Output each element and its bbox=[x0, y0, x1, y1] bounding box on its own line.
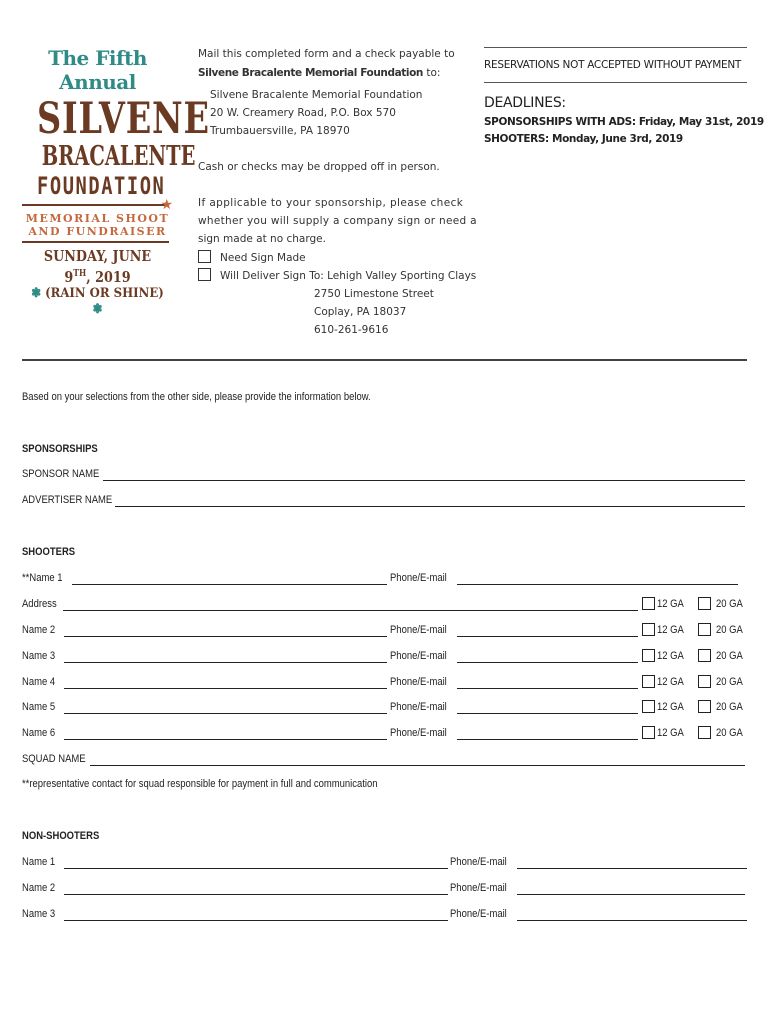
shooter-phone-1-field[interactable] bbox=[457, 584, 738, 585]
sign-text-1: If applicable to your sponsorship, please check bbox=[198, 197, 464, 209]
nonshooter-name-3-label: Name 3 bbox=[22, 908, 56, 920]
ga20-label: 20 GA bbox=[716, 701, 743, 713]
reservations-notice: RESERVATIONS NOT ACCEPTED WITHOUT PAYMENT bbox=[484, 59, 742, 71]
shooter-name-3-label: Name 3 bbox=[22, 650, 56, 662]
shooter-phone-4-label: Phone/E-mail bbox=[390, 676, 447, 688]
ga20-label: 20 GA bbox=[716, 650, 743, 662]
advertiser-name-field[interactable] bbox=[115, 506, 745, 507]
ga20-checkbox-6[interactable] bbox=[698, 726, 711, 739]
deliver-sign-checkbox[interactable] bbox=[198, 268, 211, 281]
ga12-label: 12 GA bbox=[657, 727, 684, 739]
sponsor-name-label: SPONSOR NAME bbox=[22, 468, 100, 480]
nonshooter-name-3-field[interactable] bbox=[64, 920, 448, 921]
shooter-phone-5-label: Phone/E-mail bbox=[390, 701, 447, 713]
nonshooter-name-1-field[interactable] bbox=[64, 868, 448, 869]
ga20-label: 20 GA bbox=[716, 598, 743, 610]
ga20-checkbox-3[interactable] bbox=[698, 649, 711, 662]
squad-name-label: SQUAD NAME bbox=[22, 753, 86, 765]
address-label: Address bbox=[22, 598, 57, 610]
mail-address-3: Trumbauersville, PA 18970 bbox=[210, 125, 350, 137]
need-sign-option[interactable]: Need Sign Made bbox=[198, 250, 306, 264]
shooter-phone-6-field[interactable] bbox=[457, 739, 638, 740]
mail-payee: Silvene Bracalente Memorial Foundation bbox=[198, 67, 424, 79]
nonshooters-heading: NON-SHOOTERS bbox=[22, 830, 100, 842]
shooter-name-5-field[interactable] bbox=[64, 713, 387, 714]
ga12-checkbox-3[interactable] bbox=[642, 649, 655, 662]
form-intro: Based on your selections from the other side, please provide the information below. bbox=[22, 391, 371, 403]
mail-payee-line: Silvene Bracalente Memorial Foundation to: bbox=[198, 67, 441, 79]
logo-date: SUNDAY, JUNE 9TH, 2019 bbox=[43, 247, 152, 286]
dropoff-text: Cash or checks may be dropped off in person. bbox=[198, 161, 440, 173]
address-field[interactable] bbox=[63, 610, 638, 611]
ga12-checkbox-5[interactable] bbox=[642, 700, 655, 713]
mail-address-1: Silvene Bracalente Memorial Foundation bbox=[210, 89, 423, 101]
ga12-label: 12 GA bbox=[657, 598, 684, 610]
sign-text-2: whether you will supply a company sign or need a bbox=[198, 215, 477, 227]
shooter-phone-1-label: Phone/E-mail bbox=[390, 572, 447, 584]
need-sign-checkbox[interactable] bbox=[198, 250, 211, 263]
shooter-phone-2-label: Phone/E-mail bbox=[390, 624, 447, 636]
shooter-name-1-field[interactable] bbox=[72, 584, 387, 585]
ga12-checkbox-4[interactable] bbox=[642, 675, 655, 688]
shooter-name-6-label: Name 6 bbox=[22, 727, 56, 739]
sign-text-3: sign made at no charge. bbox=[198, 233, 326, 245]
section-divider bbox=[22, 359, 747, 361]
shooter-name-3-field[interactable] bbox=[64, 662, 387, 663]
shooter-name-2-field[interactable] bbox=[64, 636, 387, 637]
ga20-checkbox-1[interactable] bbox=[698, 597, 711, 610]
nonshooter-phone-3-field[interactable] bbox=[517, 920, 747, 921]
ga12-label: 12 GA bbox=[657, 701, 684, 713]
shooter-name-4-field[interactable] bbox=[64, 688, 387, 689]
shooter-deadline: SHOOTERS: Monday, June 3rd, 2019 bbox=[484, 133, 683, 145]
shooter-phone-3-label: Phone/E-mail bbox=[390, 650, 447, 662]
nonshooter-phone-1-field[interactable] bbox=[517, 868, 747, 869]
shooter-name-5-label: Name 5 bbox=[22, 701, 56, 713]
mail-intro: Mail this completed form and a check payable to bbox=[198, 48, 455, 60]
logo-silvene: SILVENE bbox=[37, 94, 210, 144]
deliver-address-2: Coplay, PA 18037 bbox=[314, 306, 407, 318]
ga12-label: 12 GA bbox=[657, 650, 684, 662]
ga12-checkbox-1[interactable] bbox=[642, 597, 655, 610]
deadlines-rule bbox=[484, 82, 747, 83]
shooter-name-2-label: Name 2 bbox=[22, 624, 56, 636]
shooter-name-1-label: **Name 1 bbox=[22, 572, 63, 584]
shooter-phone-6-label: Phone/E-mail bbox=[390, 727, 447, 739]
logo-annual: The Fifth Annual bbox=[48, 46, 147, 94]
ga20-checkbox-5[interactable] bbox=[698, 700, 711, 713]
deliver-sign-option[interactable]: Will Deliver Sign To: Lehigh Valley Sporting Clays bbox=[198, 268, 476, 282]
shooter-phone-4-field[interactable] bbox=[457, 688, 638, 689]
nonshooter-name-2-field[interactable] bbox=[64, 894, 448, 895]
ga20-label: 20 GA bbox=[716, 624, 743, 636]
advertiser-name-label: ADVERTISER NAME bbox=[22, 494, 113, 506]
ga20-checkbox-4[interactable] bbox=[698, 675, 711, 688]
reservations-rule bbox=[484, 47, 747, 48]
logo-rule-2 bbox=[22, 241, 169, 243]
nonshooter-phone-2-field[interactable] bbox=[517, 894, 745, 895]
shooter-phone-2-field[interactable] bbox=[457, 636, 638, 637]
sponsor-name-field[interactable] bbox=[103, 480, 745, 481]
shooter-phone-3-field[interactable] bbox=[457, 662, 638, 663]
deliver-address-1: 2750 Limestone Street bbox=[314, 288, 434, 300]
shooter-phone-5-field[interactable] bbox=[457, 713, 638, 714]
representative-note: **representative contact for squad responsible for payment in full and communication bbox=[22, 778, 378, 790]
deadlines-heading: DEADLINES: bbox=[484, 95, 566, 111]
logo-foundation: FOUNDATION bbox=[37, 172, 166, 200]
nonshooter-phone-2-label: Phone/E-mail bbox=[450, 882, 507, 894]
shooter-name-4-label: Name 4 bbox=[22, 676, 56, 688]
ga12-checkbox-6[interactable] bbox=[642, 726, 655, 739]
nonshooter-name-1-label: Name 1 bbox=[22, 856, 56, 868]
nonshooter-phone-1-label: Phone/E-mail bbox=[450, 856, 507, 868]
sponsor-deadline: SPONSORSHIPS WITH ADS: Friday, May 31st, 2019 bbox=[484, 116, 764, 128]
mail-address-2: 20 W. Creamery Road, P.O. Box 570 bbox=[210, 107, 396, 119]
logo-rain: ❃ (RAIN OR SHINE) ❃ bbox=[31, 286, 164, 317]
flourish-icon: ❃ bbox=[92, 302, 103, 317]
ga12-checkbox-2[interactable] bbox=[642, 623, 655, 636]
deliver-phone: 610-261-9616 bbox=[314, 324, 389, 336]
star-icon: ★ bbox=[160, 196, 173, 212]
logo-memorial: MEMORIAL SHOOT bbox=[25, 212, 170, 225]
foundation-logo bbox=[20, 46, 210, 317]
sponsorships-heading: SPONSORSHIPS bbox=[22, 443, 98, 455]
shooters-heading: SHOOTERS bbox=[22, 546, 76, 558]
ga20-checkbox-2[interactable] bbox=[698, 623, 711, 636]
logo-bracalente: BRACALENTE bbox=[41, 141, 196, 172]
nonshooter-phone-3-label: Phone/E-mail bbox=[450, 908, 507, 920]
flourish-icon: ❃ bbox=[31, 286, 42, 301]
logo-rule bbox=[22, 196, 173, 212]
squad-name-field[interactable] bbox=[90, 765, 745, 766]
shooter-name-6-field[interactable] bbox=[64, 739, 387, 740]
ga20-label: 20 GA bbox=[716, 676, 743, 688]
ga12-label: 12 GA bbox=[657, 624, 684, 636]
ga20-label: 20 GA bbox=[716, 727, 743, 739]
nonshooter-name-2-label: Name 2 bbox=[22, 882, 56, 894]
logo-fundraiser: AND FUNDRAISER bbox=[28, 225, 167, 238]
ga12-label: 12 GA bbox=[657, 676, 684, 688]
